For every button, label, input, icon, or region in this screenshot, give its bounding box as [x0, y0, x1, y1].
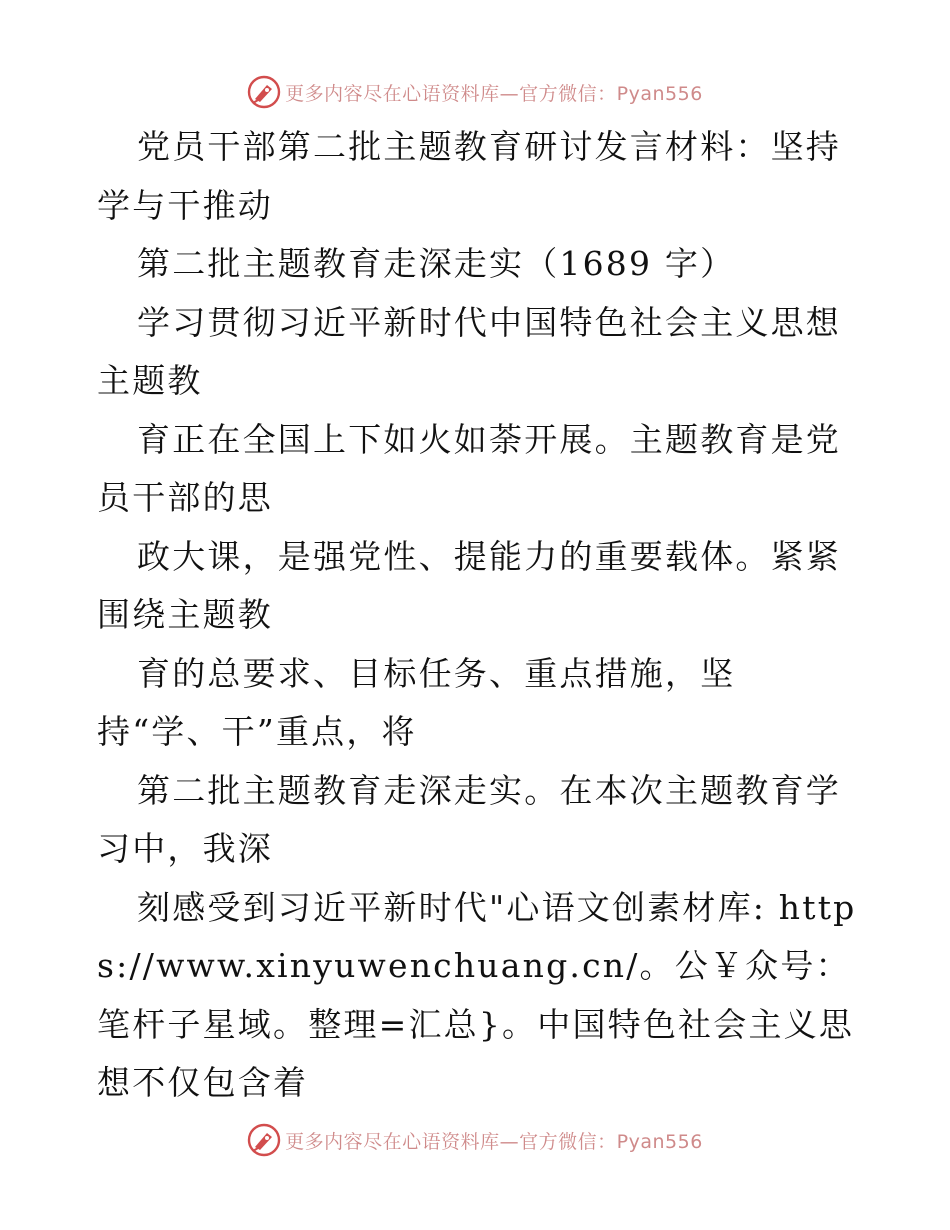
paragraph-title: 党员干部第二批主题教育研讨发言材料：坚持学与干推动 — [97, 127, 841, 225]
paragraph: 刻感受到习近平新时代"心语文创素材库: https://www.xinyuwenchuang.cn/。公￥众号：笔杆子星域。整理=汇总}。中国特色社会主义思想不仅包含着 — [97, 887, 857, 1102]
paragraph: 第二批主题教育走深走实。在本次主题教育学习中，我深 — [97, 770, 841, 868]
watermark-text: 更多内容尽在心语资料库—官方微信：Pyan556 — [285, 82, 703, 105]
header-watermark — [0, 72, 950, 112]
footer-watermark — [0, 1120, 950, 1160]
document-body — [97, 118, 857, 1113]
paragraph: 学习贯彻习近平新时代中国特色社会主义思想主题教 — [97, 302, 841, 400]
paragraph: 政大课，是强党性、提能力的重要载体。紧紧围绕主题教 — [97, 536, 841, 634]
pen-nib-logo-icon — [247, 75, 281, 109]
paragraph: 育的总要求、目标任务、重点措施，坚持“学、干”重点，将 — [97, 653, 736, 751]
pen-nib-logo-icon — [247, 1123, 281, 1157]
watermark-text: 更多内容尽在心语资料库—官方微信：Pyan556 — [285, 1130, 703, 1153]
paragraph: 第二批主题教育走深走实（1689 字） — [137, 244, 736, 283]
paragraph: 育正在全国上下如火如荼开展。主题教育是党员干部的思 — [97, 419, 841, 517]
